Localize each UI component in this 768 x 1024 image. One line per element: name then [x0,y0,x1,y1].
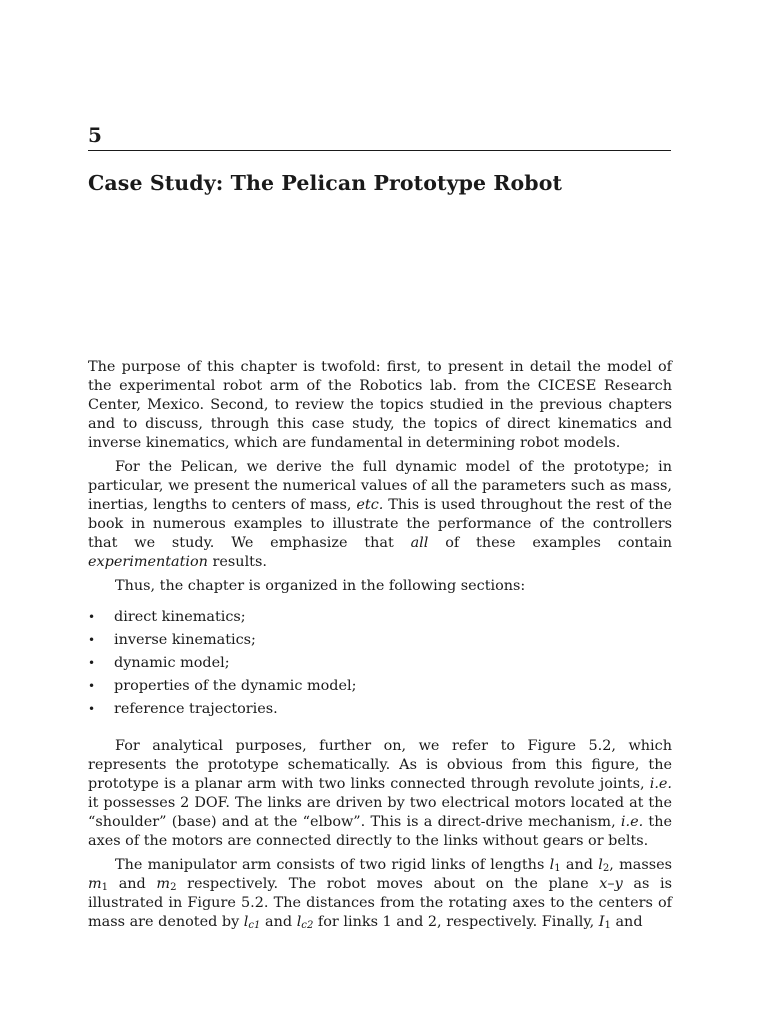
paragraph-intro-text: The purpose of this chapter is twofold: first, to present in detail the model of the experimental robot arm of the Robotics lab. from the CICESE Research Center, Mexico. Second, to review the topics studied in the previous chapters and to discuss, through this case study, the topics of direct kinematics and inverse kinematics, which are fundamental in determining robot models. [88,359,672,451]
symbol-I1: $I_1$ [598,914,611,931]
paragraph-pelican-text-c: of these examples contain [428,535,672,551]
bullet-icon: • [88,679,96,693]
paragraph-manipulator-text-c: respectively. The robot moves about on the plane [176,876,600,892]
symbol-lc1: $l_{c1}$ [243,914,261,931]
symbol-m1: $m_1$ [88,876,109,893]
list-item [88,700,672,719]
list-item [88,654,672,673]
bullet-icon: • [88,656,96,670]
paragraph-manipulator: The manipulator arm consists of two rigid links of lengths $l_1$ and $l_2$, masses $m_1$ and $m_2$ respectively. The robot moves about on the plane x–y as is illustrated in Figure 5.2. The distances from the rotating axes to the centers of mass are denoted by $l_{c1}$ and $l_{c2}$ for links 1 and 2, respectively. Finally, $I_1$ and [88,857,673,931]
list-item [88,608,672,627]
list-item-label: inverse kinematics; [114,632,256,648]
emphasis-ie: i.e. [649,776,672,792]
list-item-label: properties of the dynamic model; [114,678,357,694]
paragraph-analytical [88,737,672,851]
paragraph-pelican-text-b: This is used throughout the rest of the book in numerous examples to illustrate the performance of the controllers that we study. We emphasize that [88,497,672,551]
symbol-lc2: $l_{c2}$ [296,914,314,931]
list-item-label: dynamic model; [114,655,230,671]
paragraph-manipulator-text-b: , masses [609,857,673,873]
paragraph-organization-text: Thus, the chapter is organized in the following sections: [115,578,526,594]
bullet-icon: • [88,610,96,624]
paragraph-pelican-text-a: For the Pelican, we derive the full dynamic model of the prototype; in particular, we present the numerical values of all the parameters such as mass, inertias, lengths to centers of mass, [88,459,672,513]
list-item [88,631,672,650]
paragraph-manipulator-text-d: as is illustrated in Figure 5.2. The distances from the rotating axes to the centers of mass are denoted by [88,876,672,930]
emphasis-ie: i.e. [620,814,644,830]
symbol-m2: $m_2$ [156,876,177,893]
chapter-rule [88,150,671,151]
chapter-number: 5 [88,123,102,147]
emphasis-etc: etc. [356,497,384,513]
sections-list [88,608,672,719]
list-item [88,677,672,696]
bullet-icon: • [88,702,96,716]
emphasis-all: all [410,535,429,551]
bullet-icon: • [88,633,96,647]
paragraph-analytical-text-b: it possesses 2 DOF. The links are driven by two electrical motors located at the “shoulder” (base) and at the “elbow”. This is a direct-drive mechanism, [88,795,672,830]
chapter-title: Case Study: The Pelican Prototype Robot [88,171,563,195]
paragraph-analytical-text-a: For analytical purposes, further on, we refer to Figure 5.2, which represents the prototype schematically. As is obvious from this figure, the prototype is a planar arm with two links connected through revolute joints, [88,738,672,792]
symbol-plane-xy: x–y [599,876,623,892]
list-item-label: direct kinematics; [114,609,246,625]
paragraph-organization [88,577,672,596]
list-item-label: reference trajectories. [114,701,278,717]
paragraph-manipulator-text-e: for links 1 and 2, respectively. Finally, [313,914,599,930]
paragraph-pelican-text-d: results. [207,554,267,570]
paragraph-analytical-text-c: the axes of the motors are connected directly to the links without gears or belts. [88,814,672,849]
paragraph-pelican [88,458,672,572]
symbol-l1: $l_1$ [549,857,561,874]
chapter-body [88,358,672,932]
symbol-l2: $l_2$ [598,857,610,874]
paragraph-intro [88,358,672,453]
paragraph-manipulator-text-f: and [610,914,643,930]
emphasis-experimentation: experimentation [88,554,208,570]
paragraph-manipulator-text-a: The manipulator arm consists of two rigid links of lengths [115,857,550,873]
